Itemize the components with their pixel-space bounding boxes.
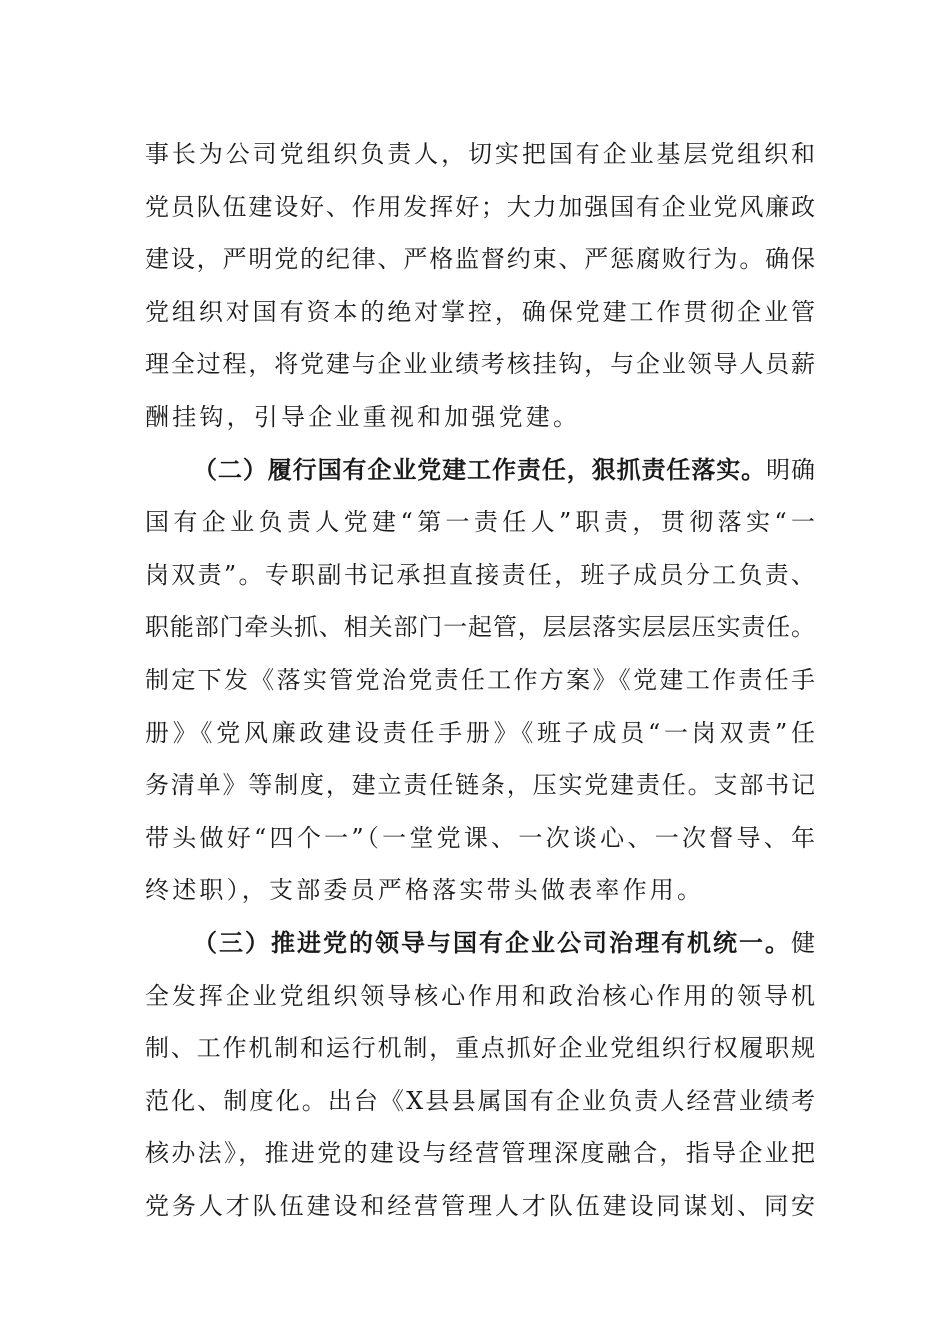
para1-line-3: 建设，严明党的纪律、严格监督约束、严惩腐败行为。确保 <box>145 245 815 274</box>
para3-line-3: 制、工作机制和运行机制，重点抓好企业党组织行权履职规 <box>145 1034 815 1063</box>
para2-line-4: 职能部门牵头抓、相关部门一起管，层层落实层层压实责任。 <box>145 613 815 642</box>
para1-line-6: 酬挂钩，引导企业重视和加强党建。 <box>145 402 581 431</box>
para3-first-line <box>145 917 815 970</box>
para2-heading: （二）履行国有企业党建工作责任，狠抓责任落实。 <box>193 454 767 484</box>
para3-heading: （三）推进党的领导与国有企业公司治理有机统一。 <box>193 927 791 957</box>
para2-line-5: 制定下发《落实管党治党责任工作方案》《党建工作责任手 <box>145 665 815 694</box>
para2-line-3: 岗双责”。专职副书记承担直接责任，班子成员分工负责、 <box>145 560 815 589</box>
para1-line-5: 理全过程，将党建与企业业绩考核挂钩，与企业领导人员薪 <box>145 350 815 379</box>
para2-first-line <box>145 444 815 497</box>
para1-line-4: 党组织对国有资本的绝对掌控，确保党建工作贯彻企业管 <box>145 297 815 326</box>
para3-line-4: 范化、制度化。出台《X县县属国有企业负责人经营业绩考 <box>145 1086 815 1115</box>
para2-line-7: 务清单》等制度，建立责任链条，压实党建责任。支部书记 <box>145 771 815 800</box>
para3-line-5: 核办法》，推进党的建设与经营管理深度融合，指导企业把 <box>145 1139 815 1168</box>
para1-line-2: 党员队伍建设好、作用发挥好；大力加强国有企业党风廉政 <box>145 192 815 221</box>
para2-line-8: 带头做好“四个一”（一堂党课、一次谈心、一次督导、年 <box>145 823 815 852</box>
para3-line-6: 党务人才队伍建设和经营管理人才队伍建设同谋划、同安 <box>145 1191 815 1220</box>
para2-first-line-rest: 明确 <box>766 455 816 484</box>
para3-line-2: 全发挥企业党组织领导核心作用和政治核心作用的领导机 <box>145 981 815 1010</box>
para1-line-1: 事长为公司党组织负责人，切实把国有企业基层党组织和 <box>145 140 815 168</box>
body-text <box>145 128 815 1232</box>
para3-first-line-rest: 健 <box>791 928 815 957</box>
para2-line-2: 国有企业负责人党建“第一责任人”职责，贯彻落实“一 <box>145 508 815 537</box>
para2-line-9: 终述职），支部委员严格落实带头做表率作用。 <box>145 876 705 905</box>
para2-line-6: 册》《党风廉政建设责任手册》《班子成员“一岗双责”任 <box>145 718 815 747</box>
